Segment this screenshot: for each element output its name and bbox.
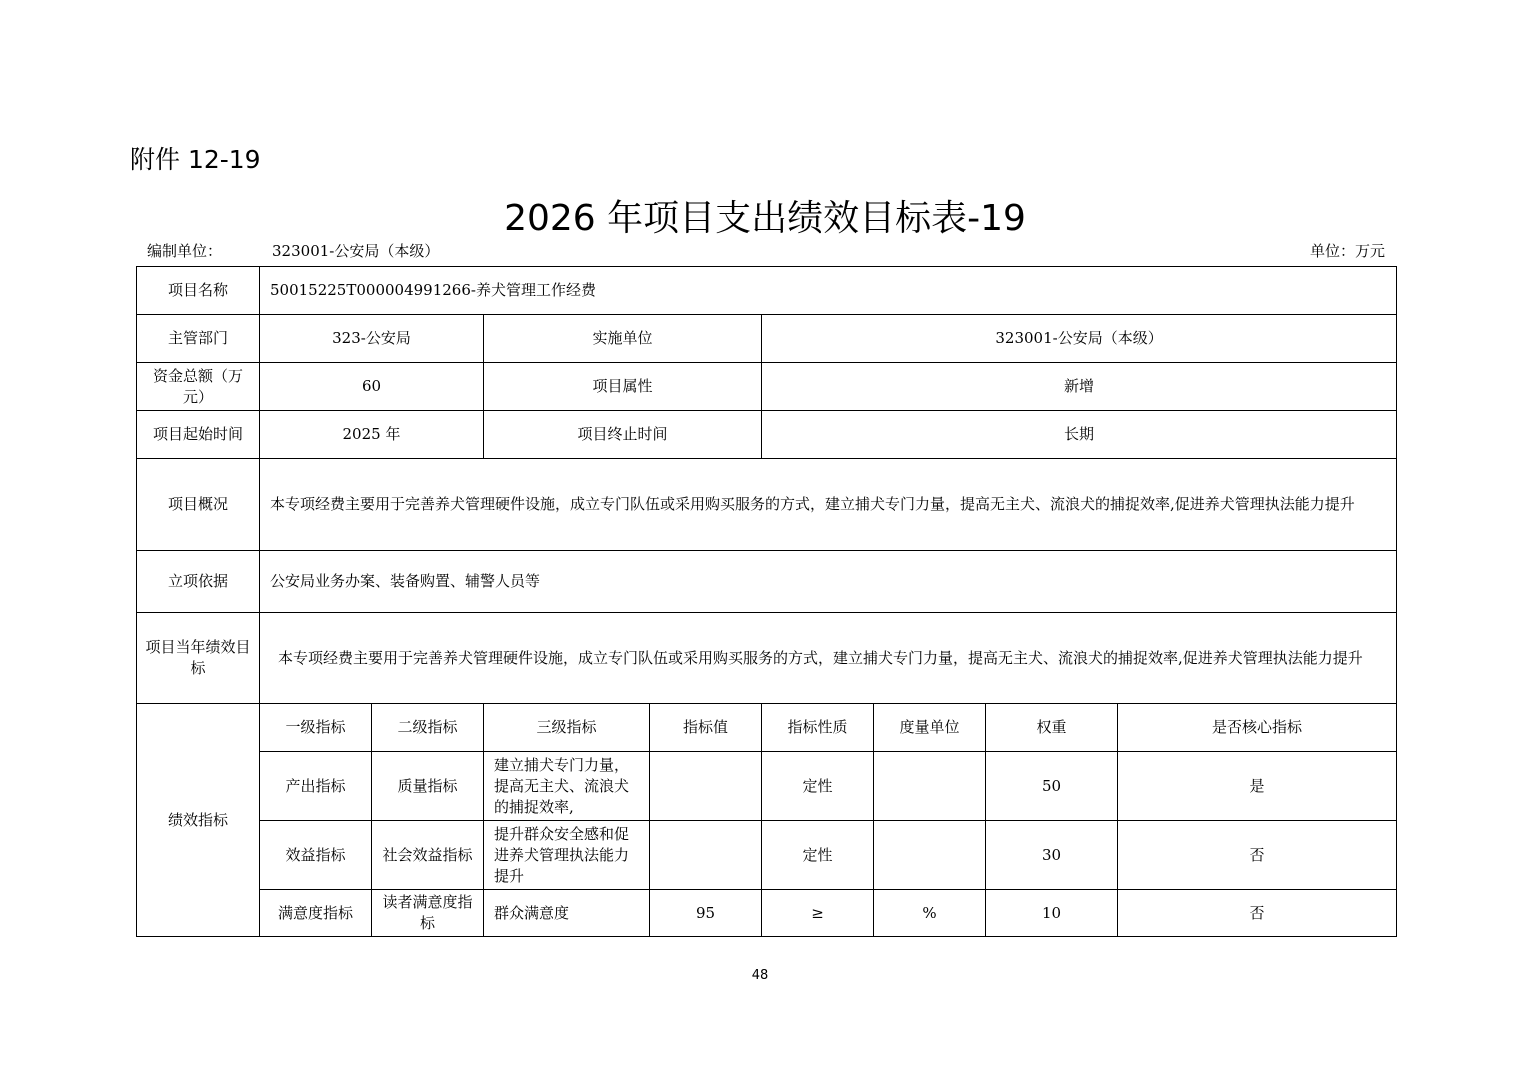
overview-label: 项目概况 xyxy=(137,459,260,551)
perf-header-cell: 指标性质 xyxy=(762,704,874,752)
perf-cell: % xyxy=(874,890,986,937)
perf-cell: 10 xyxy=(986,890,1118,937)
perf-cell: 定性 xyxy=(762,752,874,821)
table-row xyxy=(137,459,1397,551)
perf-cell: 效益指标 xyxy=(260,821,372,890)
perf-header-cell: 指标值 xyxy=(650,704,762,752)
compiling-unit xyxy=(147,240,439,261)
perf-cell: 群众满意度 xyxy=(484,890,650,937)
perf-cell: 30 xyxy=(986,821,1118,890)
page-number: 48 xyxy=(751,968,769,983)
perf-header-cell: 三级指标 xyxy=(484,704,650,752)
perf-cell: 满意度指标 xyxy=(260,890,372,937)
table-row xyxy=(137,613,1397,704)
fund-label: 资金总额（万元） xyxy=(137,363,260,411)
perf-cell: 95 xyxy=(650,890,762,937)
perf-cell xyxy=(874,821,986,890)
perf-cell: 读者满意度指标 xyxy=(372,890,484,937)
perf-cell: 社会效益指标 xyxy=(372,821,484,890)
project-name-value: 50015225T000004991266-养犬管理工作经费 xyxy=(260,267,1397,315)
perf-cell xyxy=(650,752,762,821)
goal-value: 本专项经费主要用于完善养犬管理硬件设施，成立专门队伍或采用购买服务的方式，建立捕犬专门力量，提高无主犬、流浪犬的捕捉效率,促进养犬管理执法能力提升 xyxy=(260,613,1397,704)
perf-cell: 提升群众安全感和促进养犬管理执法能力提升 xyxy=(484,821,650,890)
compiling-unit-label: 编制单位： xyxy=(147,242,223,260)
perf-cell xyxy=(650,821,762,890)
perf-cell: 否 xyxy=(1118,821,1397,890)
performance-table xyxy=(136,266,1397,937)
start-value: 2025 年 xyxy=(260,411,484,459)
table-row xyxy=(137,890,1397,937)
perf-cell: 是 xyxy=(1118,752,1397,821)
project-name-label: 项目名称 xyxy=(137,267,260,315)
perf-cell: 质量指标 xyxy=(372,752,484,821)
dept-label: 主管部门 xyxy=(137,315,260,363)
table-row xyxy=(137,411,1397,459)
perf-cell: 否 xyxy=(1118,890,1397,937)
currency-unit: 单位：万元 xyxy=(1309,242,1385,260)
dept-value: 323-公安局 xyxy=(260,315,484,363)
goal-label: 项目当年绩效目标 xyxy=(137,613,260,704)
perf-cell: ≥ xyxy=(762,890,874,937)
table-row xyxy=(137,267,1397,315)
perf-cell: 50 xyxy=(986,752,1118,821)
perf-header-cell: 权重 xyxy=(986,704,1118,752)
attr-value: 新增 xyxy=(762,363,1397,411)
attr-label: 项目属性 xyxy=(484,363,762,411)
perf-header-row xyxy=(137,704,1397,752)
perf-cell xyxy=(874,752,986,821)
perf-header-cell: 度量单位 xyxy=(874,704,986,752)
perf-cell: 建立捕犬专门力量，提高无主犬、流浪犬的捕捉效率, xyxy=(484,752,650,821)
impl-value: 323001-公安局（本级） xyxy=(762,315,1397,363)
table-row xyxy=(137,752,1397,821)
compiling-unit-value: 323001-公安局（本级） xyxy=(272,242,440,260)
attachment-label: 附件 12-19 xyxy=(130,145,261,174)
page-title: 2026 年项目支出绩效目标表-19 xyxy=(504,198,1026,239)
overview-value: 本专项经费主要用于完善养犬管理硬件设施，成立专门队伍或采用购买服务的方式，建立捕犬专门力量，提高无主犬、流浪犬的捕捉效率,促进养犬管理执法能力提升 xyxy=(260,459,1397,551)
perf-header-cell: 一级指标 xyxy=(260,704,372,752)
perf-header-cell: 是否核心指标 xyxy=(1118,704,1397,752)
basis-value: 公安局业务办案、装备购置、辅警人员等 xyxy=(260,551,1397,613)
end-label: 项目终止时间 xyxy=(484,411,762,459)
impl-label: 实施单位 xyxy=(484,315,762,363)
table-row xyxy=(137,315,1397,363)
perf-header-cell: 二级指标 xyxy=(372,704,484,752)
perf-cell: 定性 xyxy=(762,821,874,890)
fund-value: 60 xyxy=(260,363,484,411)
start-label: 项目起始时间 xyxy=(137,411,260,459)
end-value: 长期 xyxy=(762,411,1397,459)
perf-cell: 产出指标 xyxy=(260,752,372,821)
table-row xyxy=(137,821,1397,890)
table-row xyxy=(137,551,1397,613)
basis-label: 立项依据 xyxy=(137,551,260,613)
table-row xyxy=(137,363,1397,411)
perf-label: 绩效指标 xyxy=(137,704,260,937)
